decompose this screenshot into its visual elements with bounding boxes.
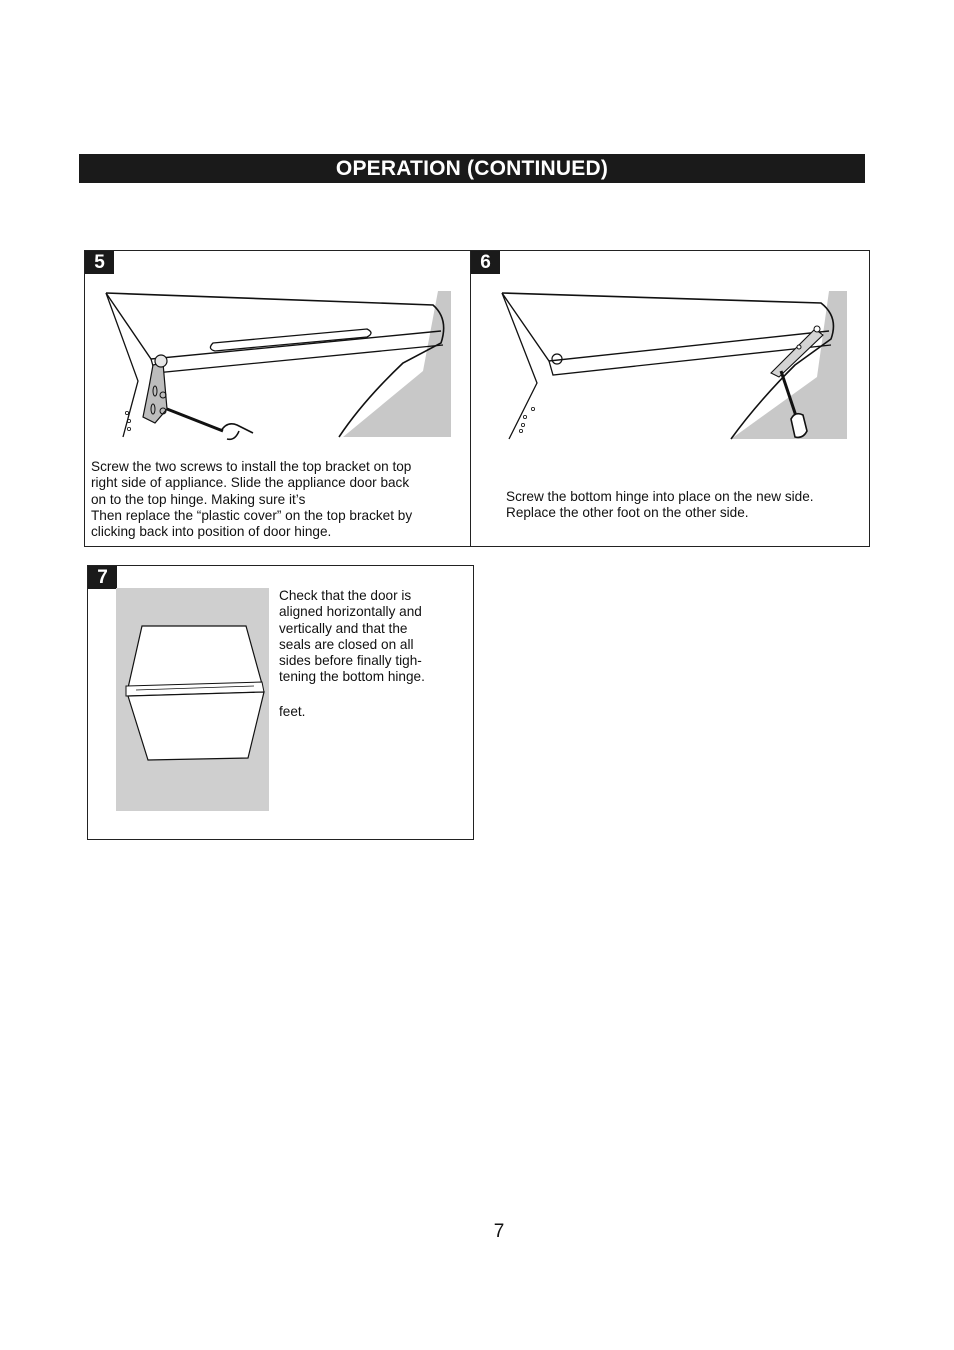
step-6-line: Screw the bottom hinge into place on the new side. [506,489,814,504]
side-hole-1 [531,407,534,410]
fridge-body [128,692,264,760]
cabinet-side [106,293,138,437]
step-5-panel [84,250,471,547]
step-7-extra: feet. [279,704,306,719]
step-5-badge: 5 [85,251,114,274]
side-hole-3 [521,423,524,426]
screwdriver-shaft [167,409,223,431]
step-7-panel [87,565,474,840]
step-6-badge: 6 [471,251,500,274]
cabinet-side [502,293,537,439]
section-header [79,154,865,183]
side-hole-2 [523,415,526,418]
side-hole-4 [519,429,522,432]
step-5-line: clicking back into position of door hinge. [91,524,332,540]
fridge-top [128,626,262,688]
top-hinge-bracket-illustration [103,291,451,441]
bottom-hinge-illustration [499,291,847,441]
page-number: 7 [493,1221,505,1242]
step-7-badge: 7 [88,566,117,589]
step-5-instructions [91,459,463,540]
screwdriver-handle [221,424,253,439]
step-6-panel [470,250,870,547]
hinge-hole [552,354,562,364]
step-7-line: Check that the door is [279,588,412,603]
refrigerator-front-illustration [116,588,269,811]
hinge-screw-2 [797,345,801,349]
step-5-line: Screw the two screws to install the top bracket on top [91,459,412,474]
side-hole-3 [127,427,130,430]
step-7-line: aligned horizontally and [279,604,422,620]
section-title: OPERATION (CONTINUED) [335,157,609,180]
step-6-line: Replace the other foot on the other side. [506,505,749,521]
step-7-instructions [279,588,469,686]
step-5-line: on to the top hinge. Making sure it’s [91,491,306,507]
grey-background-shape [343,291,451,437]
step-7-line: tening the bottom hinge. [279,669,425,685]
step-5-line: Then replace the “plastic cover” on the top bracket by [91,507,413,523]
hinge-screw [814,326,820,332]
step-7-line: seals are closed on all [279,636,414,652]
door-face [151,345,443,373]
side-hole-1 [125,411,128,414]
step-7-line: vertically and that the [279,620,408,636]
step-6-instructions [506,489,866,522]
hinge-pin [155,355,167,367]
step-5-line: right side of appliance. Slide the appliance door back [91,475,410,491]
step-7-line: sides before finally tigh- [279,653,422,669]
